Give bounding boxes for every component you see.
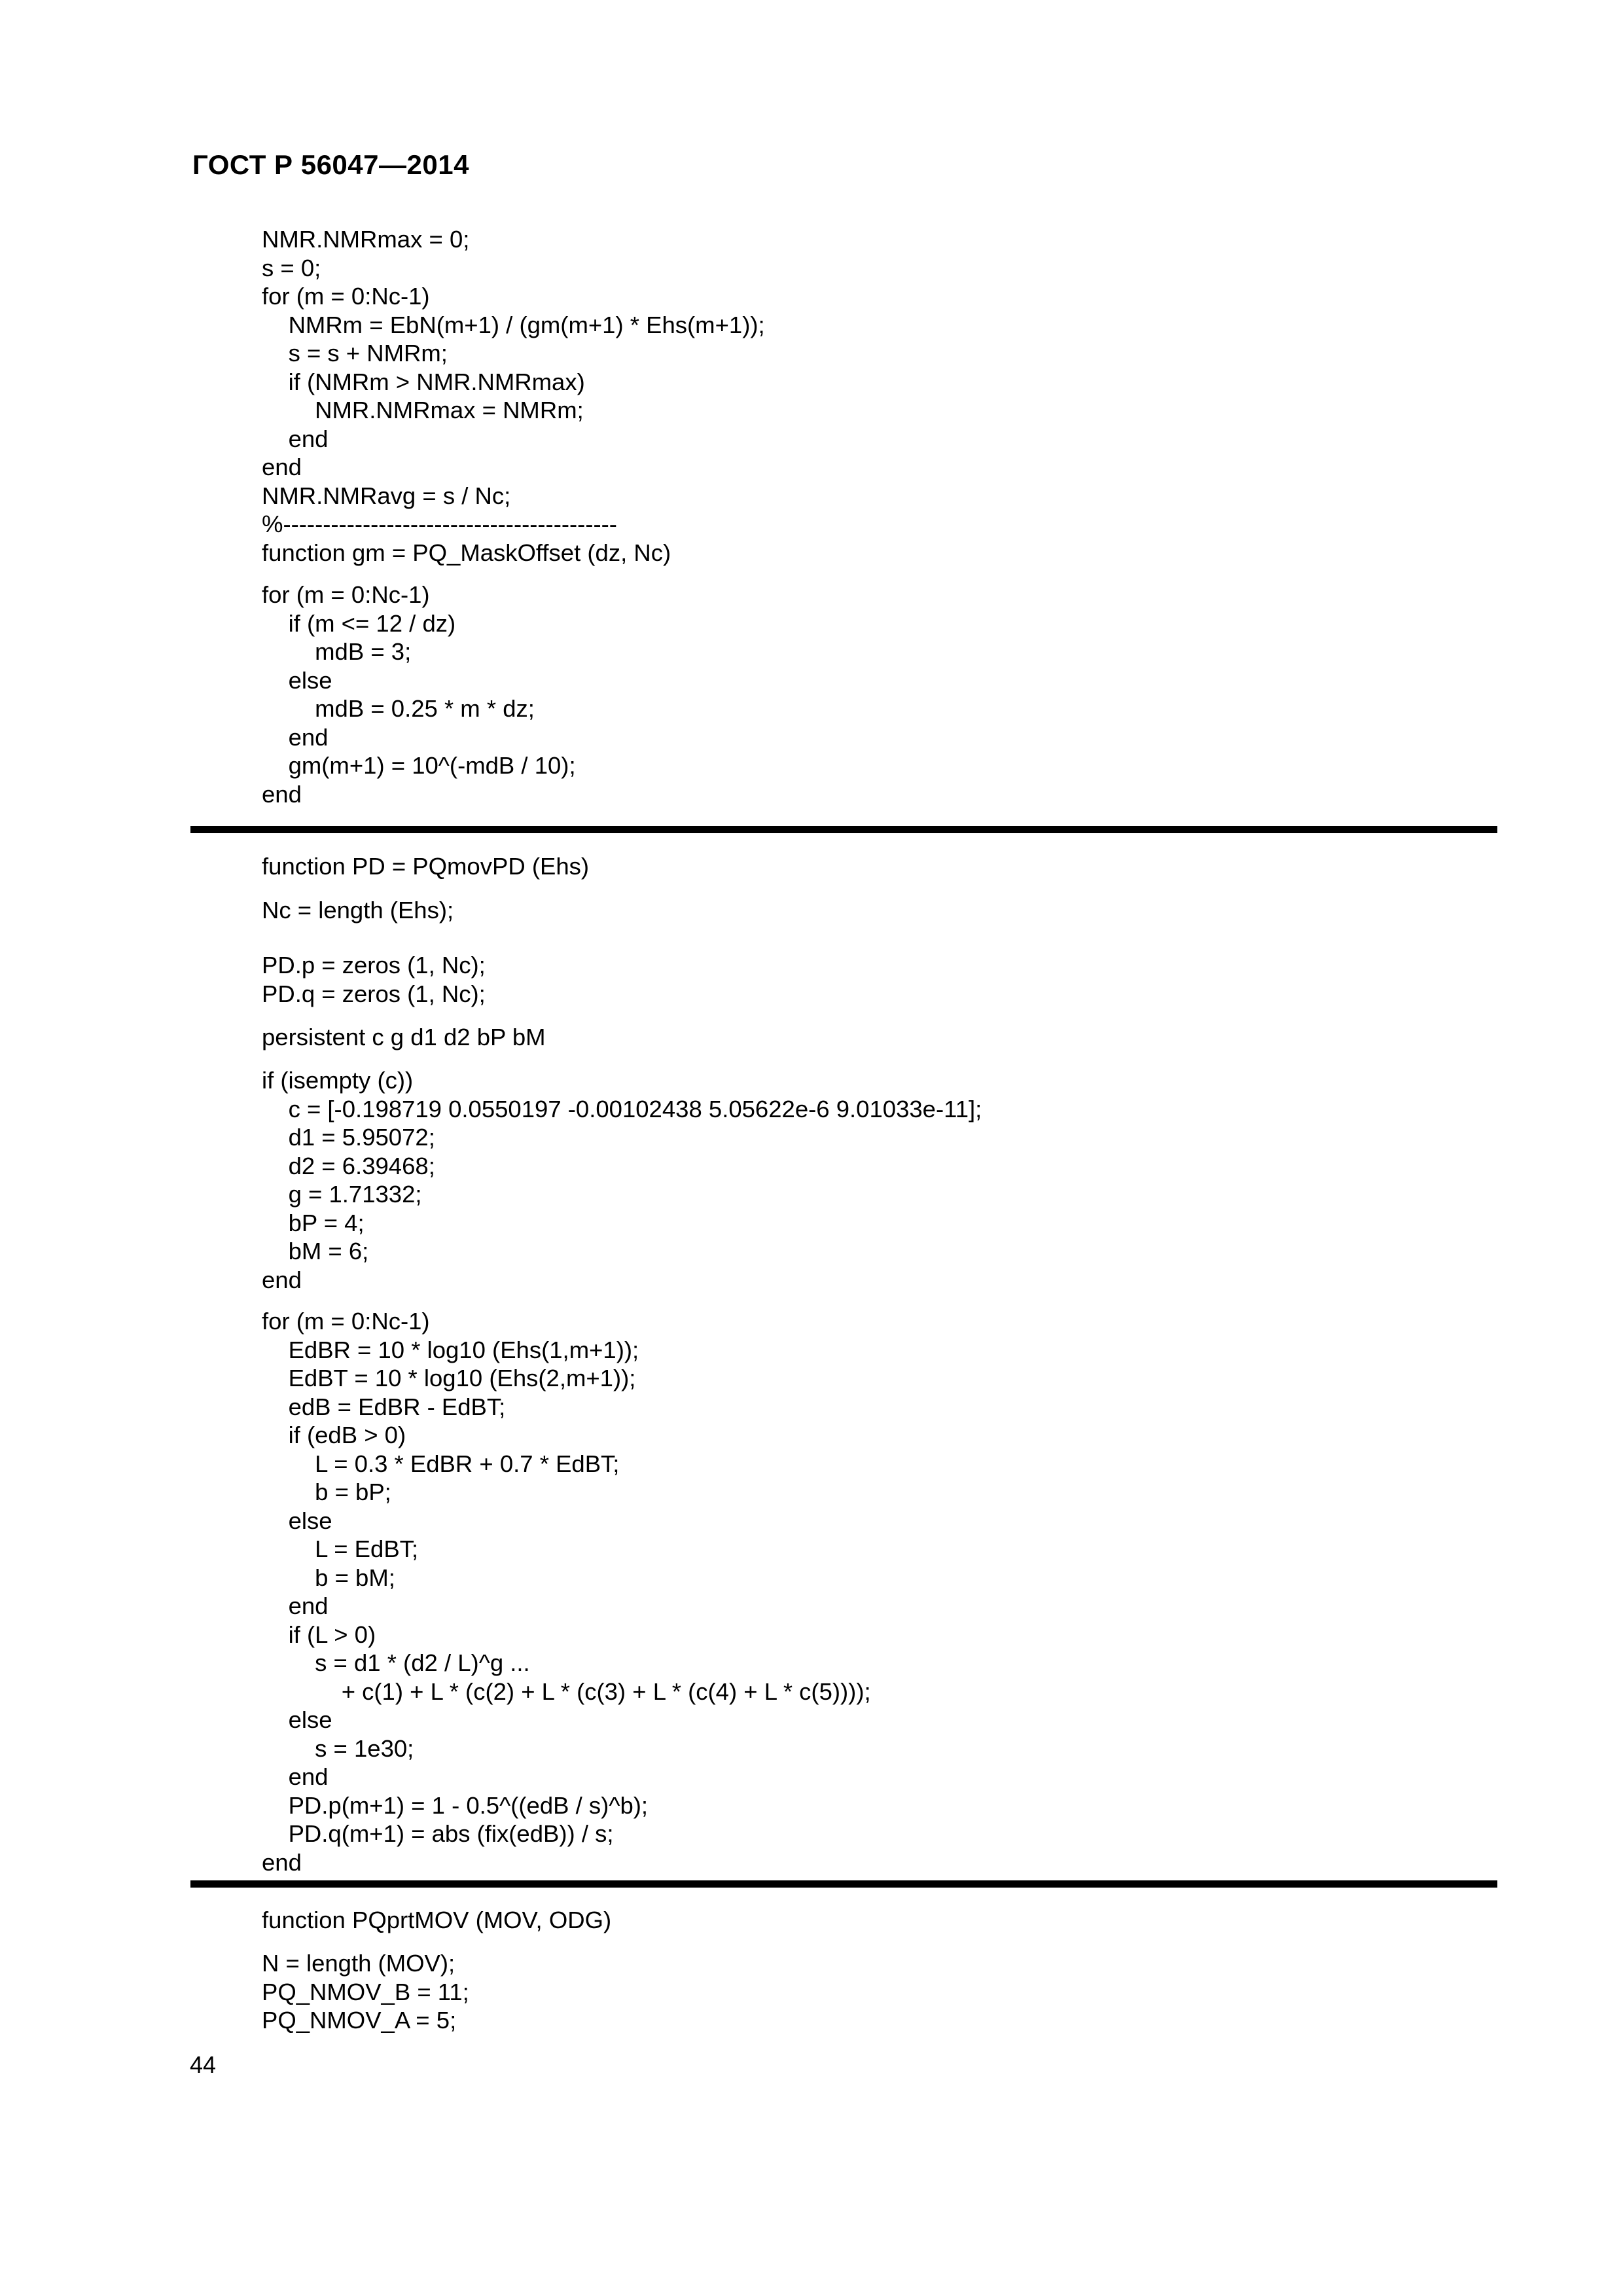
code-line-nc-length: Nc = length (Ehs); (262, 897, 454, 924)
section-divider (190, 1880, 1497, 1888)
section-divider (190, 826, 1497, 833)
page-number: 44 (190, 2051, 217, 2078)
code-line-function-pqprtmov: function PQprtMOV (MOV, ODG) (262, 1907, 612, 1933)
code-block-mask-offset-loop: for (m = 0:Nc-1) if (m <= 12 / dz) mdB = 3; else mdB = 0.25 * m * dz; end gm(m+1) = 10^(-mdB / 10); end (262, 581, 576, 808)
code-block-pd-loop: for (m = 0:Nc-1) EdBR = 10 * log10 (Ehs(1,m+1)); EdBT = 10 * log10 (Ehs(2,m+1)); edB = EdBR - EdBT; if (edB > 0) L = 0.3 * EdBR + 0.7 * EdBT; b = bP; else L = EdBT; b = bM; end if (L > 0) s = d1 * (d2 / L)^g ... + c(1) + L * (c(2) + L * (c(3) + L * (c(4) + L * c(5)))); else s = 1e30; end PD.p(m+1) = 1 - 0.5^((edB / s)^b); PD.q(m+1) = abs (fix(edB)) / s; end (262, 1308, 871, 1876)
code-block-pd-zeros: PD.p = zeros (1, Nc); PD.q = zeros (1, Nc); (262, 952, 486, 1007)
code-block-isempty: if (isempty (c)) c = [-0.198719 0.0550197 -0.00102438 5.05622e-6 9.01033e-11]; d1 = 5.95072; d2 = 6.39468; g = 1.71332; bP = 4; bM = 6; end (262, 1067, 982, 1293)
code-line-persistent: persistent c g d1 d2 bP bM (262, 1024, 546, 1050)
page-header: ГОСТ Р 56047—2014 (192, 149, 469, 180)
code-line-function-pqmovpd: function PD = PQmovPD (Ehs) (262, 853, 590, 880)
code-block-nmov-init: N = length (MOV); PQ_NMOV_B = 11; PQ_NMOV_A = 5; (262, 1950, 469, 2034)
code-block-nmr-loop: NMR.NMRmax = 0; s = 0; for (m = 0:Nc-1) NMRm = EbN(m+1) / (gm(m+1) * Ehs(m+1)); s = s + NMRm; if (NMRm > NMR.NMRmax) NMR.NMRmax = NMRm; end end NMR.NMRavg = s / Nc; %------------------------------------------ function gm = PQ_MaskOffset (dz, Nc) (262, 226, 765, 566)
